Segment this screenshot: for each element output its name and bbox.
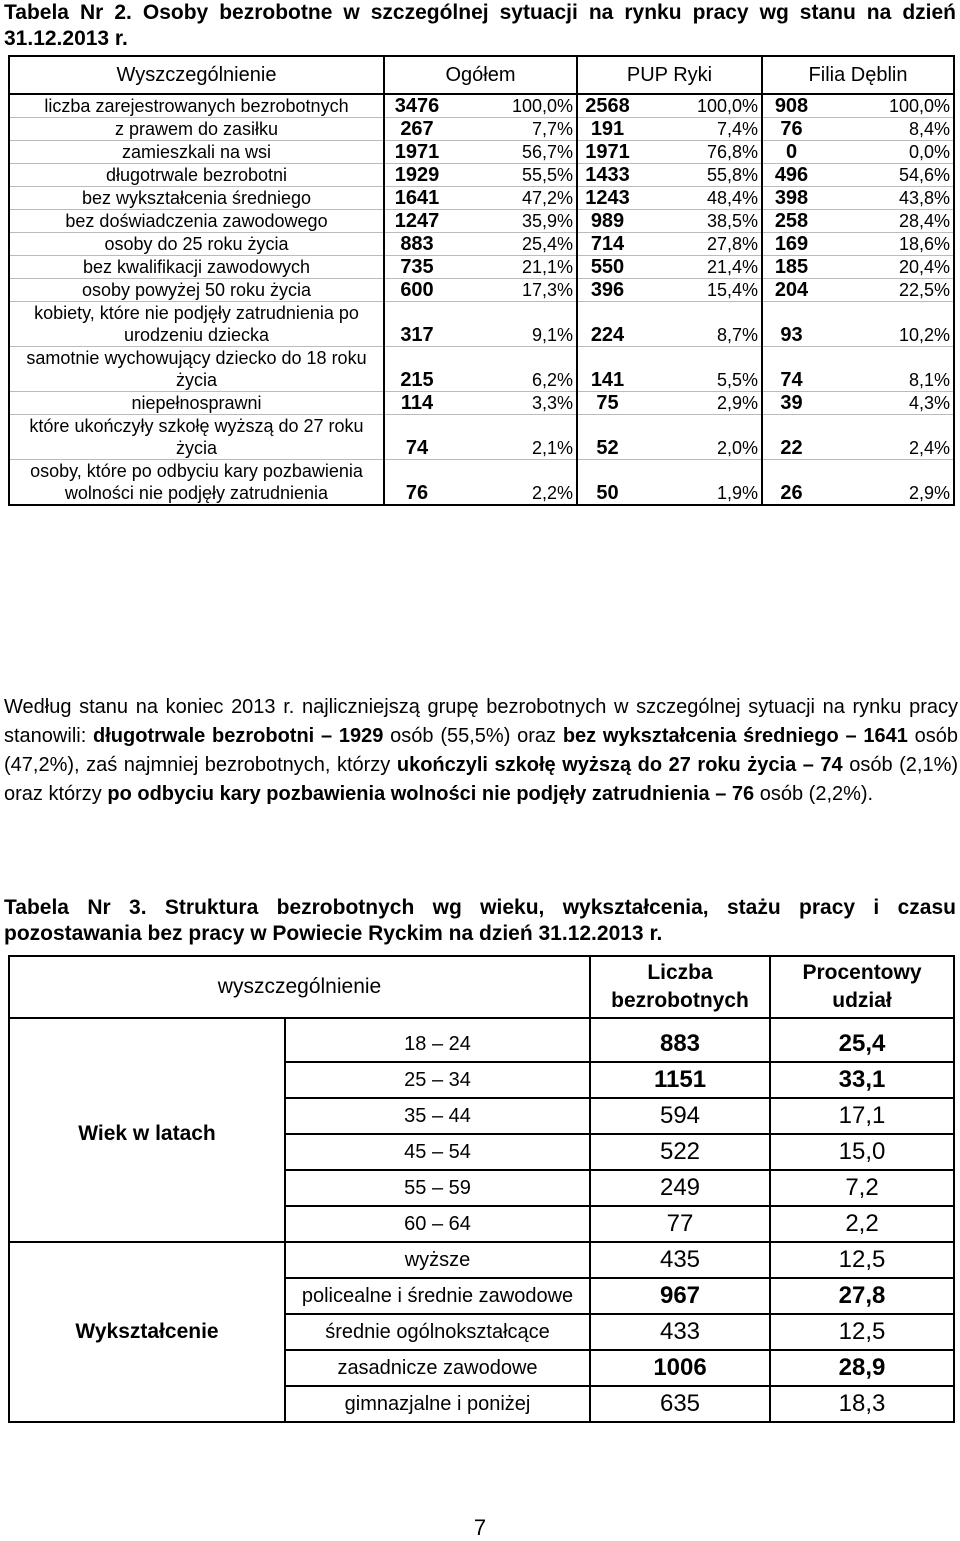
cell-ryki: 2568 xyxy=(585,95,630,117)
column-header-procentowy-udzial: Procentowy udział xyxy=(770,956,954,1018)
summary-text-3: osób (47,2%), zaś najmniej bezrobotnych, którzy xyxy=(4,725,959,776)
cell-ryki-pct: 5,5% xyxy=(637,347,762,392)
cell-total-pct: 100,0% xyxy=(449,94,577,118)
cell-total: 114 xyxy=(400,392,434,414)
cell-total: 317 xyxy=(400,324,434,346)
cell-deblin-pct: 54,6% xyxy=(820,164,954,187)
cell-deblin-pct: 4,3% xyxy=(820,392,954,415)
cell-total: 76 xyxy=(384,460,449,506)
cell-share: 33,1 xyxy=(770,1062,954,1098)
cell-ryki-pct: 38,5% xyxy=(637,210,762,233)
cell-total: 735 xyxy=(400,256,434,278)
cell-deblin: 39 xyxy=(780,392,803,414)
row-label: osoby do 25 roku życia xyxy=(9,233,384,256)
cell-ryki: 1971 xyxy=(585,141,630,163)
table-2-body xyxy=(9,94,954,505)
row-label: z prawem do zasiłku xyxy=(9,118,384,141)
cell-total-pct: 21,1% xyxy=(449,256,577,279)
cell-ryki: 714 xyxy=(590,233,625,255)
cell-total: 215 xyxy=(400,369,434,391)
cell-count: 635 xyxy=(590,1386,770,1422)
row-label: 18 – 24 xyxy=(285,1018,590,1062)
table-row xyxy=(9,210,954,233)
cell-total-pct: 35,9% xyxy=(449,210,577,233)
column-header-wyszczegolnienie: wyszczególnienie xyxy=(9,956,590,1018)
table-row xyxy=(9,279,954,302)
row-label: zamieszkali na wsi xyxy=(9,141,384,164)
row-label: samotnie wychowujący dziecko do 18 roku życia xyxy=(9,347,384,392)
column-header-wyszczegolnienie: Wyszczególnienie xyxy=(9,56,384,94)
cell-share: 15,0 xyxy=(770,1134,954,1170)
table-row xyxy=(9,392,954,415)
cell-ryki-pct: 100,0% xyxy=(637,94,762,118)
cell-ryki-pct: 15,4% xyxy=(637,279,762,302)
cell-count: 1151 xyxy=(590,1062,770,1098)
table-2 xyxy=(8,55,955,506)
cell-deblin-pct: 2,9% xyxy=(820,460,954,506)
cell-share: 25,4 xyxy=(770,1018,954,1062)
cell-total-pct: 6,2% xyxy=(449,347,577,392)
cell-deblin-pct: 100,0% xyxy=(820,94,954,118)
cell-ryki-pct: 7,4% xyxy=(637,118,762,141)
cell-total-pct: 56,7% xyxy=(449,141,577,164)
row-label: bez doświadczenia zawodowego xyxy=(9,210,384,233)
cell-ryki: 52 xyxy=(596,437,619,459)
cell-share: 28,9 xyxy=(770,1350,954,1386)
row-label: średnie ogólnokształcące xyxy=(285,1314,590,1350)
row-label: osoby, które po odbyciu kary pozbawienia wolności nie podjęły zatrudnienia xyxy=(9,460,384,506)
cell-ryki: 1243 xyxy=(585,187,630,209)
cell-share: 17,1 xyxy=(770,1098,954,1134)
cell-deblin: 908 xyxy=(774,95,809,117)
cell-share: 18,3 xyxy=(770,1386,954,1422)
table-row xyxy=(9,256,954,279)
cell-deblin: 185 xyxy=(774,256,809,278)
cell-ryki-pct: 21,4% xyxy=(637,256,762,279)
cell-total-pct: 3,3% xyxy=(449,392,577,415)
cell-deblin: 74 xyxy=(780,369,803,391)
summary-text-4: osób (2,1%) oraz którzy xyxy=(4,754,959,805)
cell-total: 1641 xyxy=(394,187,440,209)
row-label: niepełnosprawni xyxy=(9,392,384,415)
cell-total: 883 xyxy=(400,233,434,255)
cell-ryki: 224 xyxy=(590,324,625,346)
cell-total-pct: 55,5% xyxy=(449,164,577,187)
row-label: liczba zarejestrowanych bezrobotnych xyxy=(9,94,384,118)
cell-deblin: 258 xyxy=(774,210,809,232)
cell-ryki: 550 xyxy=(590,256,625,278)
row-label: gimnazjalne i poniżej xyxy=(285,1386,590,1422)
page-number: 7 xyxy=(473,1515,487,1540)
cell-ryki-pct: 55,8% xyxy=(637,164,762,187)
row-label: długotrwale bezrobotni xyxy=(9,164,384,187)
row-label: zasadnicze zawodowe xyxy=(285,1350,590,1386)
cell-count: 967 xyxy=(590,1278,770,1314)
group-label: Wiek w latach xyxy=(9,1018,285,1242)
cell-deblin: 76 xyxy=(780,118,803,140)
cell-deblin: 26 xyxy=(762,460,820,506)
cell-ryki-pct: 76,8% xyxy=(637,141,762,164)
cell-count: 77 xyxy=(590,1206,770,1242)
cell-total-pct: 17,3% xyxy=(449,279,577,302)
table-row xyxy=(9,302,954,347)
table-row xyxy=(9,1018,954,1062)
cell-total: 3476 xyxy=(394,95,440,117)
cell-deblin-pct: 2,4% xyxy=(820,415,954,460)
cell-deblin-pct: 18,6% xyxy=(820,233,954,256)
row-label: 55 – 59 xyxy=(285,1170,590,1206)
row-label: wyższe xyxy=(285,1242,590,1278)
cell-count: 435 xyxy=(590,1242,770,1278)
cell-deblin: 0 xyxy=(785,141,798,163)
cell-ryki-pct: 8,7% xyxy=(637,302,762,347)
cell-deblin: 22 xyxy=(780,437,803,459)
group-label: Wykształcenie xyxy=(9,1242,285,1422)
table-row xyxy=(9,164,954,187)
cell-deblin: 169 xyxy=(774,233,809,255)
cell-total: 1929 xyxy=(394,164,440,186)
cell-total: 267 xyxy=(400,118,434,140)
cell-deblin-pct: 0,0% xyxy=(820,141,954,164)
cell-total-pct: 47,2% xyxy=(449,187,577,210)
cell-deblin-pct: 28,4% xyxy=(820,210,954,233)
cell-count: 1006 xyxy=(590,1350,770,1386)
summary-bold-3: ukończyli szkołę wyższą do 27 roku życia – 74 xyxy=(396,754,843,776)
cell-share: 7,2 xyxy=(770,1170,954,1206)
table-row xyxy=(9,1242,954,1278)
row-label: które ukończyły szkołę wyższą do 27 roku życia xyxy=(9,415,384,460)
cell-count: 883 xyxy=(590,1018,770,1062)
table-3-header-row xyxy=(9,956,954,1018)
row-label: policealne i średnie zawodowe xyxy=(285,1278,590,1314)
table-2-heading: Tabela Nr 2. Osoby bezrobotne w szczególnej sytuacji na rynku pracy wg stanu na dzień 31.12.2013 r. xyxy=(4,1,956,50)
table-row xyxy=(9,187,954,210)
table-3-heading: Tabela Nr 3. Struktura bezrobotnych wg wieku, wykształcenia, stażu pracy i czasu pozostawania bez pracy w Powiecie Ryckim na dzień 31.12.2013 r. xyxy=(4,896,956,945)
summary-paragraph xyxy=(4,693,958,809)
cell-deblin: 204 xyxy=(774,279,809,301)
cell-deblin-pct: 43,8% xyxy=(820,187,954,210)
column-header-pup-ryki: PUP Ryki xyxy=(577,56,762,94)
cell-deblin-pct: 20,4% xyxy=(820,256,954,279)
cell-ryki-pct: 48,4% xyxy=(637,187,762,210)
summary-bold-2: bez wykształcenia średniego – 1641 xyxy=(562,725,908,747)
table-row xyxy=(9,460,954,506)
cell-share: 12,5 xyxy=(770,1314,954,1350)
cell-total: 74 xyxy=(405,437,429,459)
cell-total-pct: 7,7% xyxy=(449,118,577,141)
cell-deblin-pct: 8,1% xyxy=(820,347,954,392)
summary-text-2: osób (55,5%) oraz xyxy=(383,725,563,747)
cell-total-pct: 2,1% xyxy=(449,415,577,460)
cell-total: 600 xyxy=(400,279,434,301)
cell-deblin: 398 xyxy=(774,187,809,209)
cell-deblin: 496 xyxy=(774,164,809,186)
table-row xyxy=(9,415,954,460)
cell-share: 27,8 xyxy=(770,1278,954,1314)
cell-deblin: 93 xyxy=(780,324,803,346)
table-row xyxy=(9,233,954,256)
table-row xyxy=(9,94,954,118)
cell-deblin-pct: 10,2% xyxy=(820,302,954,347)
row-label: 35 – 44 xyxy=(285,1098,590,1134)
table-2-header-row xyxy=(9,56,954,94)
row-label: bez wykształcenia średniego xyxy=(9,187,384,210)
cell-count: 594 xyxy=(590,1098,770,1134)
cell-total: 1247 xyxy=(394,210,440,232)
cell-total-pct: 25,4% xyxy=(449,233,577,256)
cell-count: 249 xyxy=(590,1170,770,1206)
cell-share: 12,5 xyxy=(770,1242,954,1278)
cell-ryki: 50 xyxy=(577,460,637,506)
summary-bold-4: po odbyciu kary pozbawienia wolności nie podjęły zatrudnienia – 76 xyxy=(107,783,755,805)
cell-ryki-pct: 27,8% xyxy=(637,233,762,256)
cell-ryki-pct: 2,0% xyxy=(637,415,762,460)
table-3-body xyxy=(9,1018,954,1422)
row-label: 25 – 34 xyxy=(285,1062,590,1098)
column-header-liczba-bezrobotnych: Liczba bezrobotnych xyxy=(590,956,770,1018)
row-label: bez kwalifikacji zawodowych xyxy=(9,256,384,279)
row-label: 45 – 54 xyxy=(285,1134,590,1170)
cell-total: 1971 xyxy=(394,141,440,163)
cell-ryki: 396 xyxy=(590,279,625,301)
row-label: 60 – 64 xyxy=(285,1206,590,1242)
cell-total-pct: 2,2% xyxy=(449,460,577,506)
cell-ryki-pct: 1,9% xyxy=(637,460,762,506)
summary-text-5: osób (2,2%). xyxy=(754,783,874,805)
table-row xyxy=(9,118,954,141)
cell-count: 433 xyxy=(590,1314,770,1350)
table-row xyxy=(9,141,954,164)
cell-ryki: 1433 xyxy=(585,164,630,186)
row-label: kobiety, które nie podjęły zatrudnienia po urodzeniu dziecka xyxy=(9,302,384,347)
cell-count: 522 xyxy=(590,1134,770,1170)
table-row xyxy=(9,347,954,392)
column-header-filia-deblin: Filia Dęblin xyxy=(762,56,954,94)
column-header-ogolem: Ogółem xyxy=(384,56,577,94)
summary-text-1: Według stanu na koniec 2013 r. najliczniejszą grupę bezrobotnych w szczególnej sytuacji na rynku pracy stanowili: xyxy=(4,696,958,747)
cell-ryki: 75 xyxy=(596,392,619,414)
cell-deblin-pct: 22,5% xyxy=(820,279,954,302)
cell-deblin-pct: 8,4% xyxy=(820,118,954,141)
row-label: osoby powyżej 50 roku życia xyxy=(9,279,384,302)
cell-share: 2,2 xyxy=(770,1206,954,1242)
cell-ryki: 141 xyxy=(590,369,625,391)
cell-ryki-pct: 2,9% xyxy=(637,392,762,415)
cell-total-pct: 9,1% xyxy=(449,302,577,347)
summary-bold-1: długotrwale bezrobotni – 1929 xyxy=(93,725,384,747)
table-3 xyxy=(8,955,955,1423)
cell-ryki: 191 xyxy=(590,118,625,140)
cell-ryki: 989 xyxy=(590,210,625,232)
